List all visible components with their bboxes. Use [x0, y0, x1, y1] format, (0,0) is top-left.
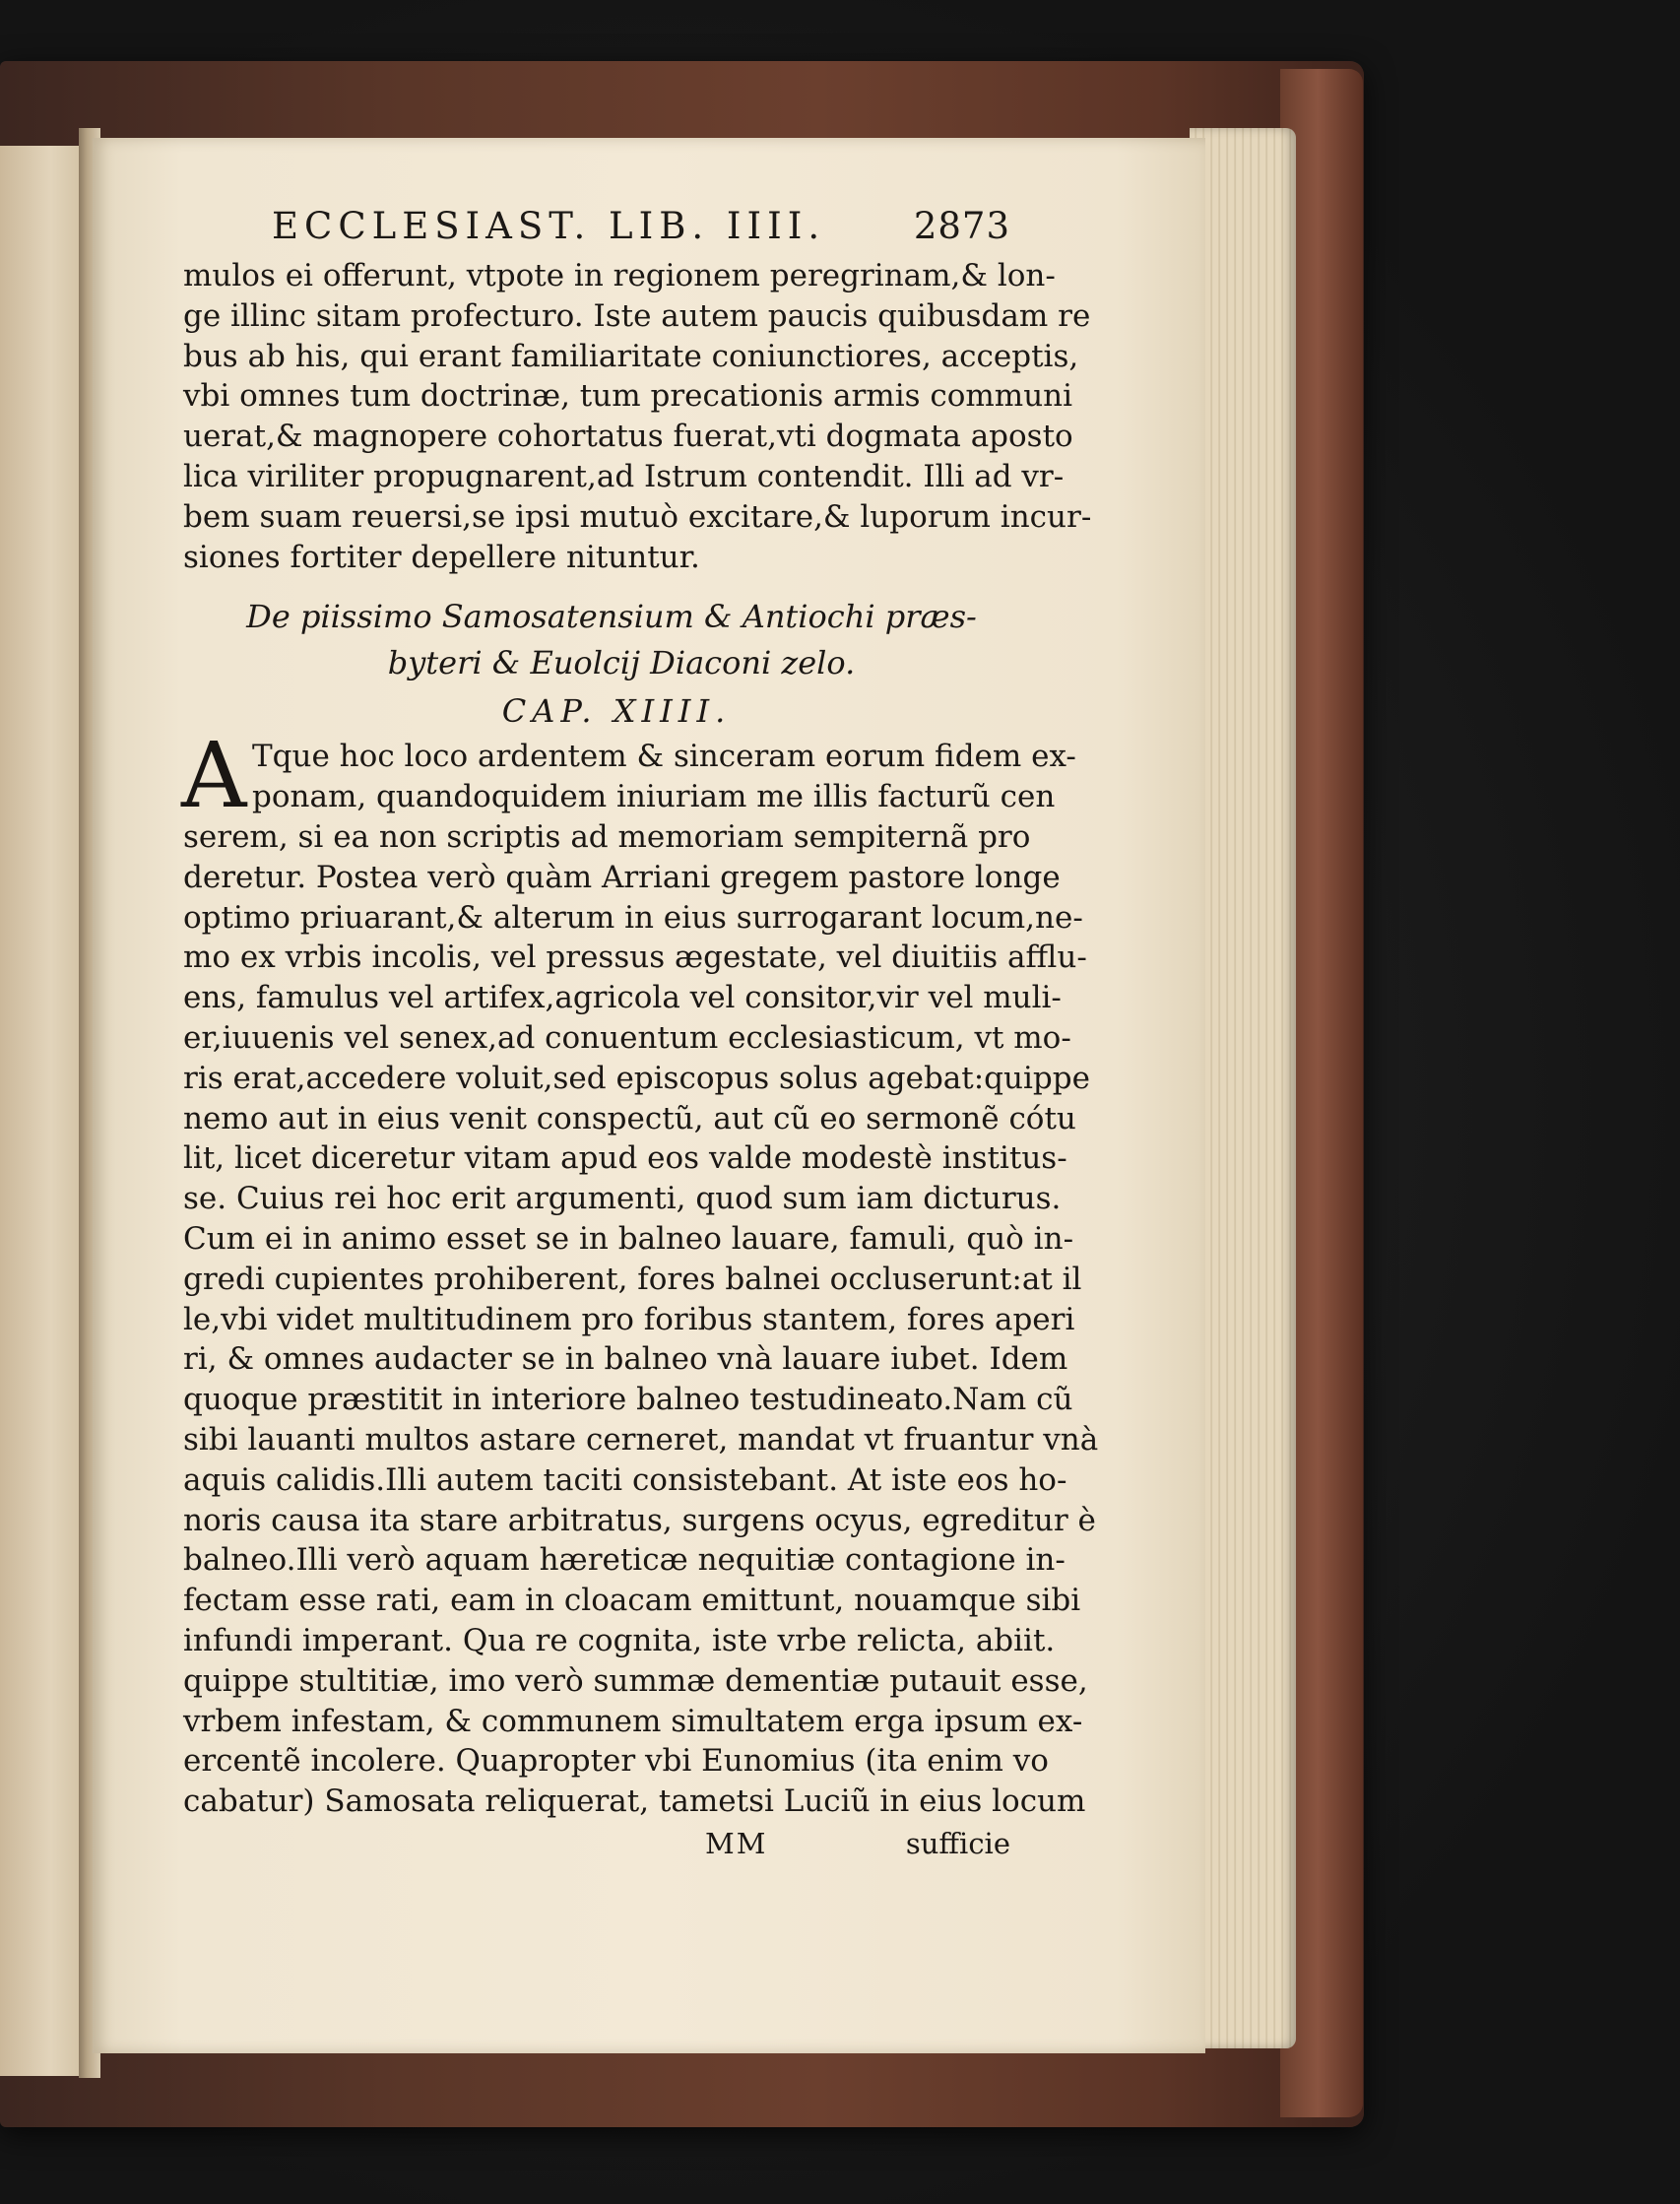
text-line: ponam, quandoquidem iniuriam me illis facturũ cen [252, 779, 1056, 815]
text-line: serem, si ea non scriptis ad memoriam sempiternã pro [183, 818, 1031, 855]
text-line: optimo priuarant,& alterum in eius surrogarant locum,ne- [183, 899, 1083, 936]
text-line: se. Cuius rei hoc erit argumenti, quod sum iam dicturus. [183, 1181, 1062, 1217]
signature-mark: MM [705, 1826, 768, 1860]
text-line: Tque hoc loco ardentem & sinceram eorum fidem ex- [252, 739, 1076, 775]
text-line: vrbem infestam, & communem simultatem erga ipsum ex- [183, 1703, 1083, 1739]
text-line: vbi omnes tum doctrinæ, tum precationis armis communi [183, 378, 1073, 415]
page-text-block [181, 197, 1099, 1865]
text-line: le,vbi videt multitudinem pro foribus stantem, fores aperi [183, 1301, 1075, 1337]
text-line: balneo.Illi verò aquam hæreticæ nequitiæ contagione in- [183, 1542, 1066, 1579]
left-page-edge [0, 146, 87, 2076]
text-line: noris causa ita stare arbitratus, surgens ocyus, egreditur è [183, 1502, 1096, 1538]
text-line: lica viriliter propugnarent,ad Istrum contendit. Illi ad vr- [183, 458, 1065, 494]
text-line: quoque præstitit in interiore balneo testudineato.Nam cũ [183, 1382, 1073, 1418]
text-line: lit, licet diceretur vitam apud eos valde modestè institus- [183, 1140, 1067, 1177]
paragraph-2 [181, 723, 1099, 1822]
page-footer [183, 1822, 1010, 1865]
drop-cap: A [181, 723, 247, 829]
text-line: Cum ei in animo esset se in balneo lauare, famuli, quò in- [183, 1220, 1074, 1257]
text-line: er,iuuenis vel senex,ad conuentum ecclesiasticum, vt mo- [183, 1019, 1071, 1056]
text-line: gredi cupientes prohiberent, fores balnei occluserunt:at il [183, 1261, 1082, 1297]
text-line: fectam esse rati, eam in cloacam emittunt, nouamque sibi [183, 1583, 1081, 1619]
chapter-title-line-2: byteri & Euolcij Diaconi zelo. [387, 644, 856, 682]
text-line: mulos ei offerunt, vtpote in regionem peregrinam,& lon- [183, 258, 1056, 293]
running-head [183, 197, 1010, 256]
text-line: cabatur) Samosata reliquerat, tametsi Luciũ in eius locum [183, 1783, 1086, 1820]
text-line: siones fortiter depellere nituntur. [183, 539, 700, 575]
text-line: bem suam reuersi,se ipsi mutuò excitare,& luporum incur- [183, 498, 1092, 535]
text-line: infundi imperant. Qua re cognita, iste vrbe relicta, abiit. [183, 1622, 1056, 1658]
text-line: bus ab his, qui erant familiaritate coniunctiores, acceptis, [183, 338, 1079, 374]
folio-number: 2873 [913, 205, 1010, 247]
text-line: nemo aut in eius venit conspectũ, aut cũ eo sermonẽ cótu [183, 1100, 1076, 1136]
text-line: ge illinc sitam profecturo. Iste autem paucis quibusdam re [183, 297, 1091, 334]
page-fore-edge [1190, 128, 1296, 2048]
paragraph-1 [183, 256, 1092, 577]
text-line: ercentẽ incolere. Quapropter vbi Eunomius (ita enim vo [183, 1743, 1049, 1780]
catchword: sufficie [905, 1826, 1010, 1860]
running-head-title: ECCLESIAST. LIB. IIII. [272, 205, 826, 247]
text-line: ri, & omnes audacter se in balneo vnà lauare iubet. Idem [183, 1341, 1068, 1378]
text-line: aquis calidis.Illi autem taciti consistebant. At iste eos ho- [183, 1461, 1067, 1498]
text-line: uerat,& magnopere cohortatus fuerat,vti dogmata aposto [183, 419, 1073, 455]
text-line: ens, famulus vel artifex,agricola vel consitor,vir vel muli- [183, 980, 1062, 1016]
text-line: mo ex vrbis incolis, vel pressus ægestate, vel diuitiis afflu- [183, 940, 1087, 976]
text-line: quippe stultitiæ, imo verò summæ dementiæ putauit esse, [183, 1662, 1088, 1699]
chapter-number: CAP. XIIII. [501, 692, 732, 731]
chapter-title-line-1: De piissimo Samosatensium & Antiochi præs- [246, 598, 977, 636]
text-line: ris erat,accedere voluit,sed episcopus solus agebat:quippe [183, 1060, 1090, 1096]
text-line: sibi lauanti multos astare cerneret, mandat vt fruantur vnà [183, 1421, 1099, 1458]
text-line: deretur. Postea verò quàm Arriani gregem pastore longe [183, 859, 1061, 895]
